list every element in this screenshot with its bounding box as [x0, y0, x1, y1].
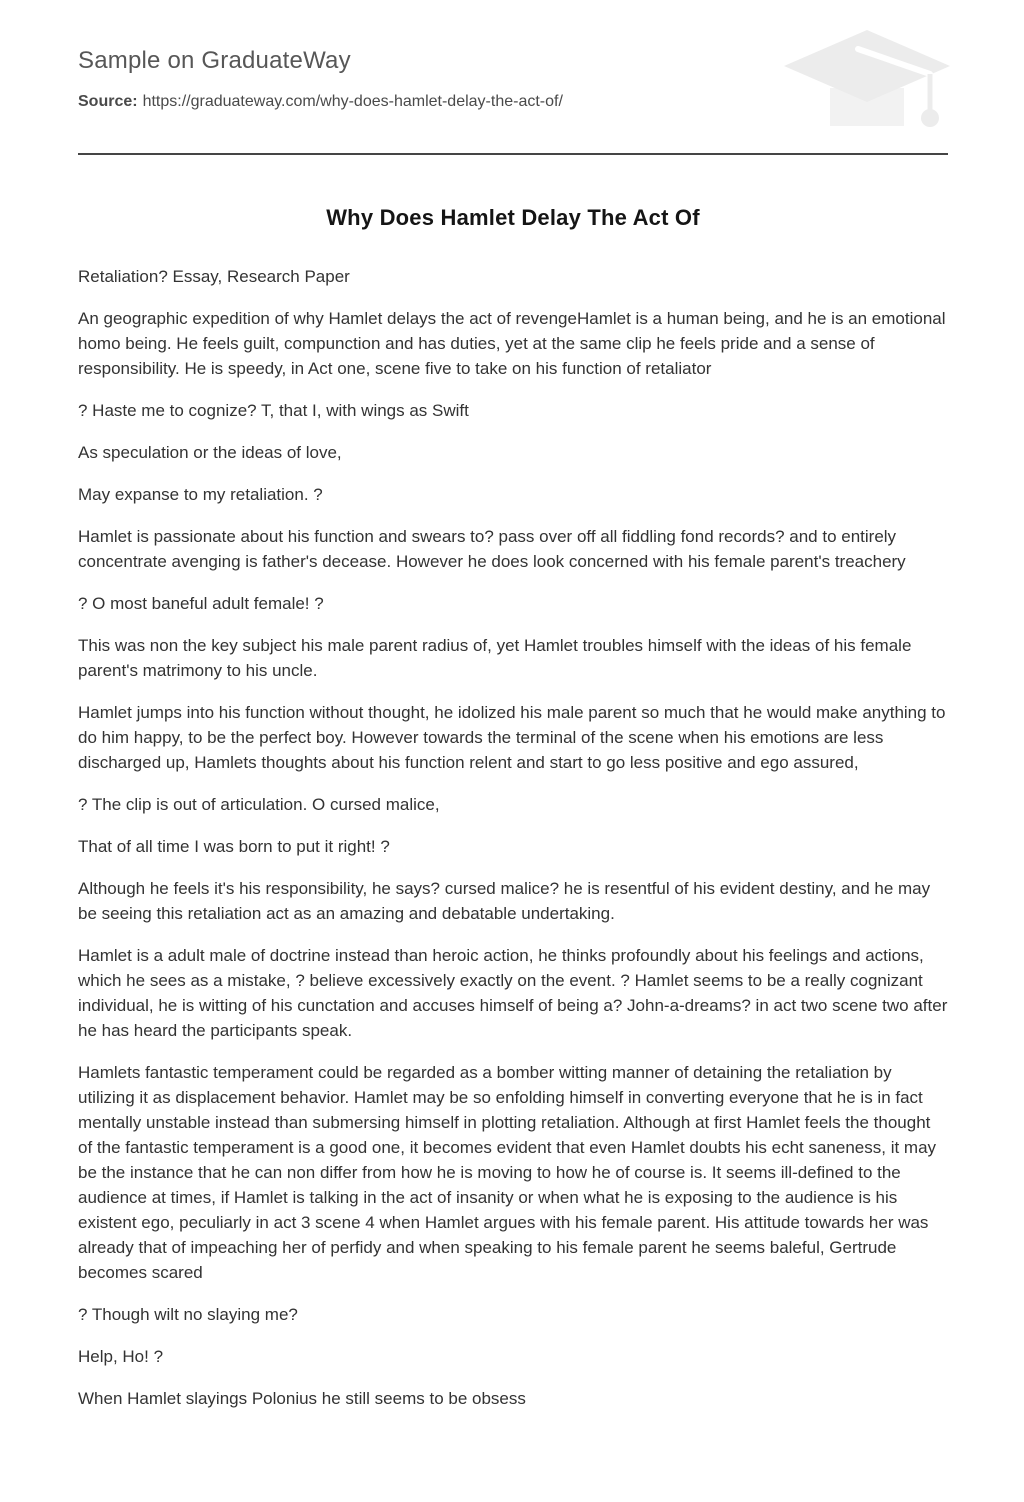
paragraph: An geographic expedition of why Hamlet delays the act of revengeHamlet is a human being, and he is an emotional homo being. He feels guilt, compunction and has duties, yet at the same clip he feels pride and a sense of responsibility. He is speedy, in Act one, scene five to take on his function of retaliator — [78, 309, 946, 378]
source-label: Source: — [78, 93, 138, 110]
paragraph: Hamlet is passionate about his function and swears to? pass over off all fiddling fond records? and to entirely concentrate avenging is father's decease. However he does look concerned with his female parent's treachery — [78, 527, 906, 571]
paragraph: Hamlets fantastic temperament could be regarded as a bomber witting manner of detaining the retaliation by utilizing it as displacement behavior. Hamlet may be so enfolding himself in converting everyone that he is in fact mentally unstable instead than submersing himself in plotting retaliation. Although at first Hamlet feels the thought of the fantastic temperament is a good one, it becomes evident that even Hamlet doubts his echt saneness, it may be the instance that he can non differ from how he is moving to how he of course is. It seems ill-defined to the audience at times, if Hamlet is talking in the act of insanity or when what he is exposing to the audience is his existent ego, peculiarly in act 3 scene 4 when Hamlet argues with his female parent. His attitude towards her was already that of impeaching her of perfidy and when speaking to his female parent he seems baleful, Gertrude becomes scared — [78, 1063, 937, 1282]
article-title: Why Does Hamlet Delay The Act Of — [326, 205, 700, 230]
document-header — [78, 0, 948, 111]
paragraph: ? O most baneful adult female! ? — [78, 594, 324, 613]
paragraph: Help, Ho! ? — [78, 1347, 164, 1366]
article — [78, 205, 948, 1411]
article-body — [78, 264, 948, 1411]
header-divider — [78, 153, 948, 155]
paragraph: ? Though wilt no slaying me? — [78, 1305, 298, 1324]
paragraph: This was non the key subject his male parent radius of, yet Hamlet troubles himself with the ideas of his female parent's matrimony to his uncle. — [78, 636, 912, 680]
paragraph: Hamlet jumps into his function without thought, he idolized his male parent so much that he would make anything to do him happy, to be the perfect boy. However towards the terminal of the scene when his emotions are less discharged up, Hamlets thoughts about his function relent and start to go less positive and ego assured, — [78, 703, 946, 772]
source-url: https://graduateway.com/why-does-hamlet-delay-the-act-of/ — [142, 93, 563, 110]
paragraph: Although he feels it's his responsibility, he says? cursed malice? he is resentful of his evident destiny, and he may be seeing this retaliation act as an amazing and debatable undertaking. — [78, 879, 931, 923]
graduation-cap-icon — [782, 28, 952, 136]
paragraph: May expanse to my retaliation. ? — [78, 485, 323, 504]
sample-heading: Sample on GraduateWay — [78, 47, 351, 74]
paragraph: As speculation or the ideas of love, — [78, 443, 342, 462]
paragraph: When Hamlet slayings Polonius he still seems to be obsess — [78, 1389, 526, 1408]
paragraph: ? The clip is out of articulation. O cursed malice, — [78, 795, 440, 814]
paragraph: Retaliation? Essay, Research Paper — [78, 267, 350, 286]
content-column — [78, 0, 948, 1411]
paragraph: Hamlet is a adult male of doctrine instead than heroic action, he thinks profoundly about his feelings and actions, which he sees as a mistake, ? believe excessively exactly on the event. ? Hamlet seems to be a really cognizant individual, he is witting of his cunctation and accuses himself of being a? John-a-dreams? in act two scene two after he has heard the participants speak. — [78, 946, 948, 1040]
paragraph: ? Haste me to cognize? T, that I, with wings as Swift — [78, 401, 469, 420]
paragraph: That of all time I was born to put it right! ? — [78, 837, 390, 856]
